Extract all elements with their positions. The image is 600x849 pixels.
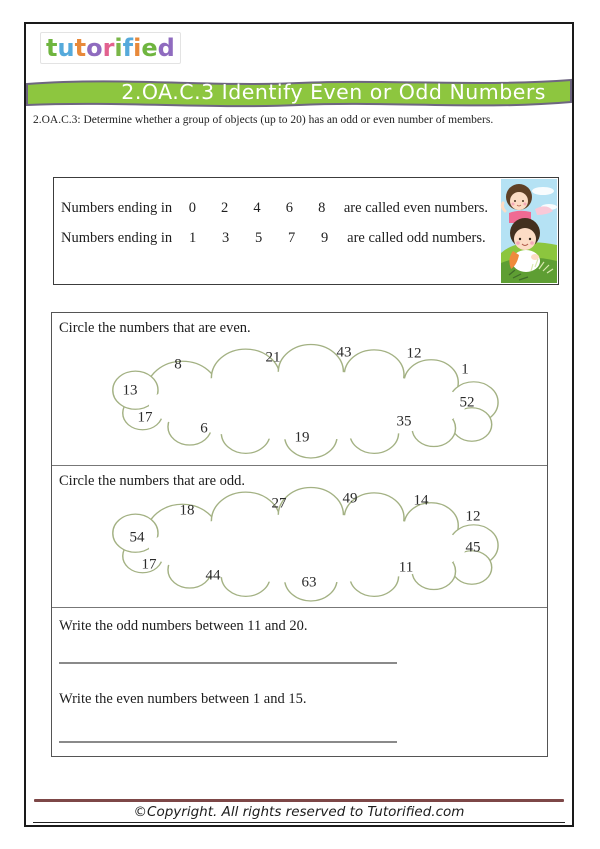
exercise-box bbox=[51, 312, 548, 757]
cloud-number[interactable]: 21 bbox=[265, 349, 281, 366]
cloud-shape bbox=[92, 486, 508, 604]
cloud-number[interactable]: 52 bbox=[459, 394, 475, 411]
even-digit: 0 bbox=[188, 199, 196, 216]
logo-letter: o bbox=[86, 34, 103, 62]
logo-letter: e bbox=[141, 34, 158, 62]
circle-even-section bbox=[52, 313, 547, 466]
cloud-number[interactable]: 12 bbox=[406, 345, 422, 362]
cloud-number[interactable]: 17 bbox=[137, 409, 153, 426]
odd-digit: 5 bbox=[255, 229, 263, 246]
circle-odd-prompt: Circle the numbers that are odd. bbox=[59, 473, 246, 489]
cloud-number[interactable]: 54 bbox=[129, 529, 145, 546]
definition-suffix: are called even numbers. bbox=[343, 199, 488, 216]
even-digit: 4 bbox=[253, 199, 261, 216]
definitions-box bbox=[53, 177, 559, 285]
cloud-number[interactable]: 44 bbox=[205, 567, 221, 584]
copyright-text: ©Copyright. All rights reserved to Tutorified.com bbox=[33, 802, 565, 823]
odd-digit: 1 bbox=[189, 229, 197, 246]
worksheet-page bbox=[24, 22, 574, 827]
write-even-prompt: Write the even numbers between 1 and 15. bbox=[59, 691, 307, 707]
cloud-number[interactable]: 13 bbox=[122, 382, 138, 399]
circle-even-prompt: Circle the numbers that are even. bbox=[59, 320, 251, 336]
odd-digit: 9 bbox=[321, 229, 329, 246]
even-digit: 6 bbox=[285, 199, 293, 216]
even-digit: 8 bbox=[318, 199, 326, 216]
cloud-number[interactable]: 27 bbox=[271, 495, 287, 512]
odd-digit: 3 bbox=[222, 229, 230, 246]
cloud-number[interactable]: 63 bbox=[301, 574, 317, 591]
cloud-number[interactable]: 49 bbox=[342, 490, 358, 507]
title-ribbon bbox=[26, 73, 572, 113]
cloud-number[interactable]: 8 bbox=[174, 356, 182, 373]
cloud-number[interactable]: 17 bbox=[141, 556, 157, 573]
cloud-number[interactable]: 18 bbox=[179, 502, 195, 519]
kids-illustration bbox=[495, 179, 557, 283]
cloud-number[interactable]: 19 bbox=[294, 429, 310, 446]
cloud-number[interactable]: 11 bbox=[398, 559, 414, 576]
definition-prefix: Numbers ending in bbox=[61, 229, 173, 246]
cloud-number[interactable]: 45 bbox=[465, 539, 481, 556]
footer bbox=[32, 799, 566, 823]
logo-letter: f bbox=[122, 34, 134, 62]
definition-prefix: Numbers ending in bbox=[61, 199, 173, 216]
logo-letter: t bbox=[46, 34, 58, 62]
cloud-number[interactable]: 14 bbox=[413, 492, 429, 509]
answer-line-even[interactable] bbox=[59, 741, 397, 743]
even-definition-row bbox=[61, 198, 488, 218]
logo-letter: d bbox=[157, 34, 175, 62]
circle-odd-section bbox=[52, 466, 547, 608]
cloud-number[interactable]: 6 bbox=[200, 420, 208, 437]
write-section bbox=[52, 608, 547, 756]
logo-letter: t bbox=[74, 34, 87, 62]
cloud-number[interactable]: 1 bbox=[461, 361, 469, 378]
odd-definition-row bbox=[61, 228, 488, 248]
odd-digit: 7 bbox=[288, 229, 296, 246]
definition-suffix: are called odd numbers. bbox=[347, 229, 486, 246]
cloud-number[interactable]: 12 bbox=[465, 508, 481, 525]
cloud-number[interactable]: 43 bbox=[336, 344, 352, 361]
answer-line-odd[interactable] bbox=[59, 662, 397, 664]
tutorified-logo bbox=[40, 32, 181, 64]
page-title: 2.OA.C.3 Identify Even or Odd Numbers bbox=[121, 80, 546, 104]
logo-letter: r bbox=[102, 34, 115, 62]
write-odd-prompt: Write the odd numbers between 11 and 20. bbox=[59, 618, 308, 634]
cloud-number[interactable]: 35 bbox=[396, 413, 412, 430]
standard-description: 2.OA.C.3: Determine whether a group of objects (up to 20) has an odd or even number of members. bbox=[33, 114, 494, 126]
logo-letter: i bbox=[114, 34, 123, 62]
logo-letter: u bbox=[57, 34, 75, 62]
logo-letter: i bbox=[133, 34, 142, 62]
even-digit: 2 bbox=[221, 199, 229, 216]
